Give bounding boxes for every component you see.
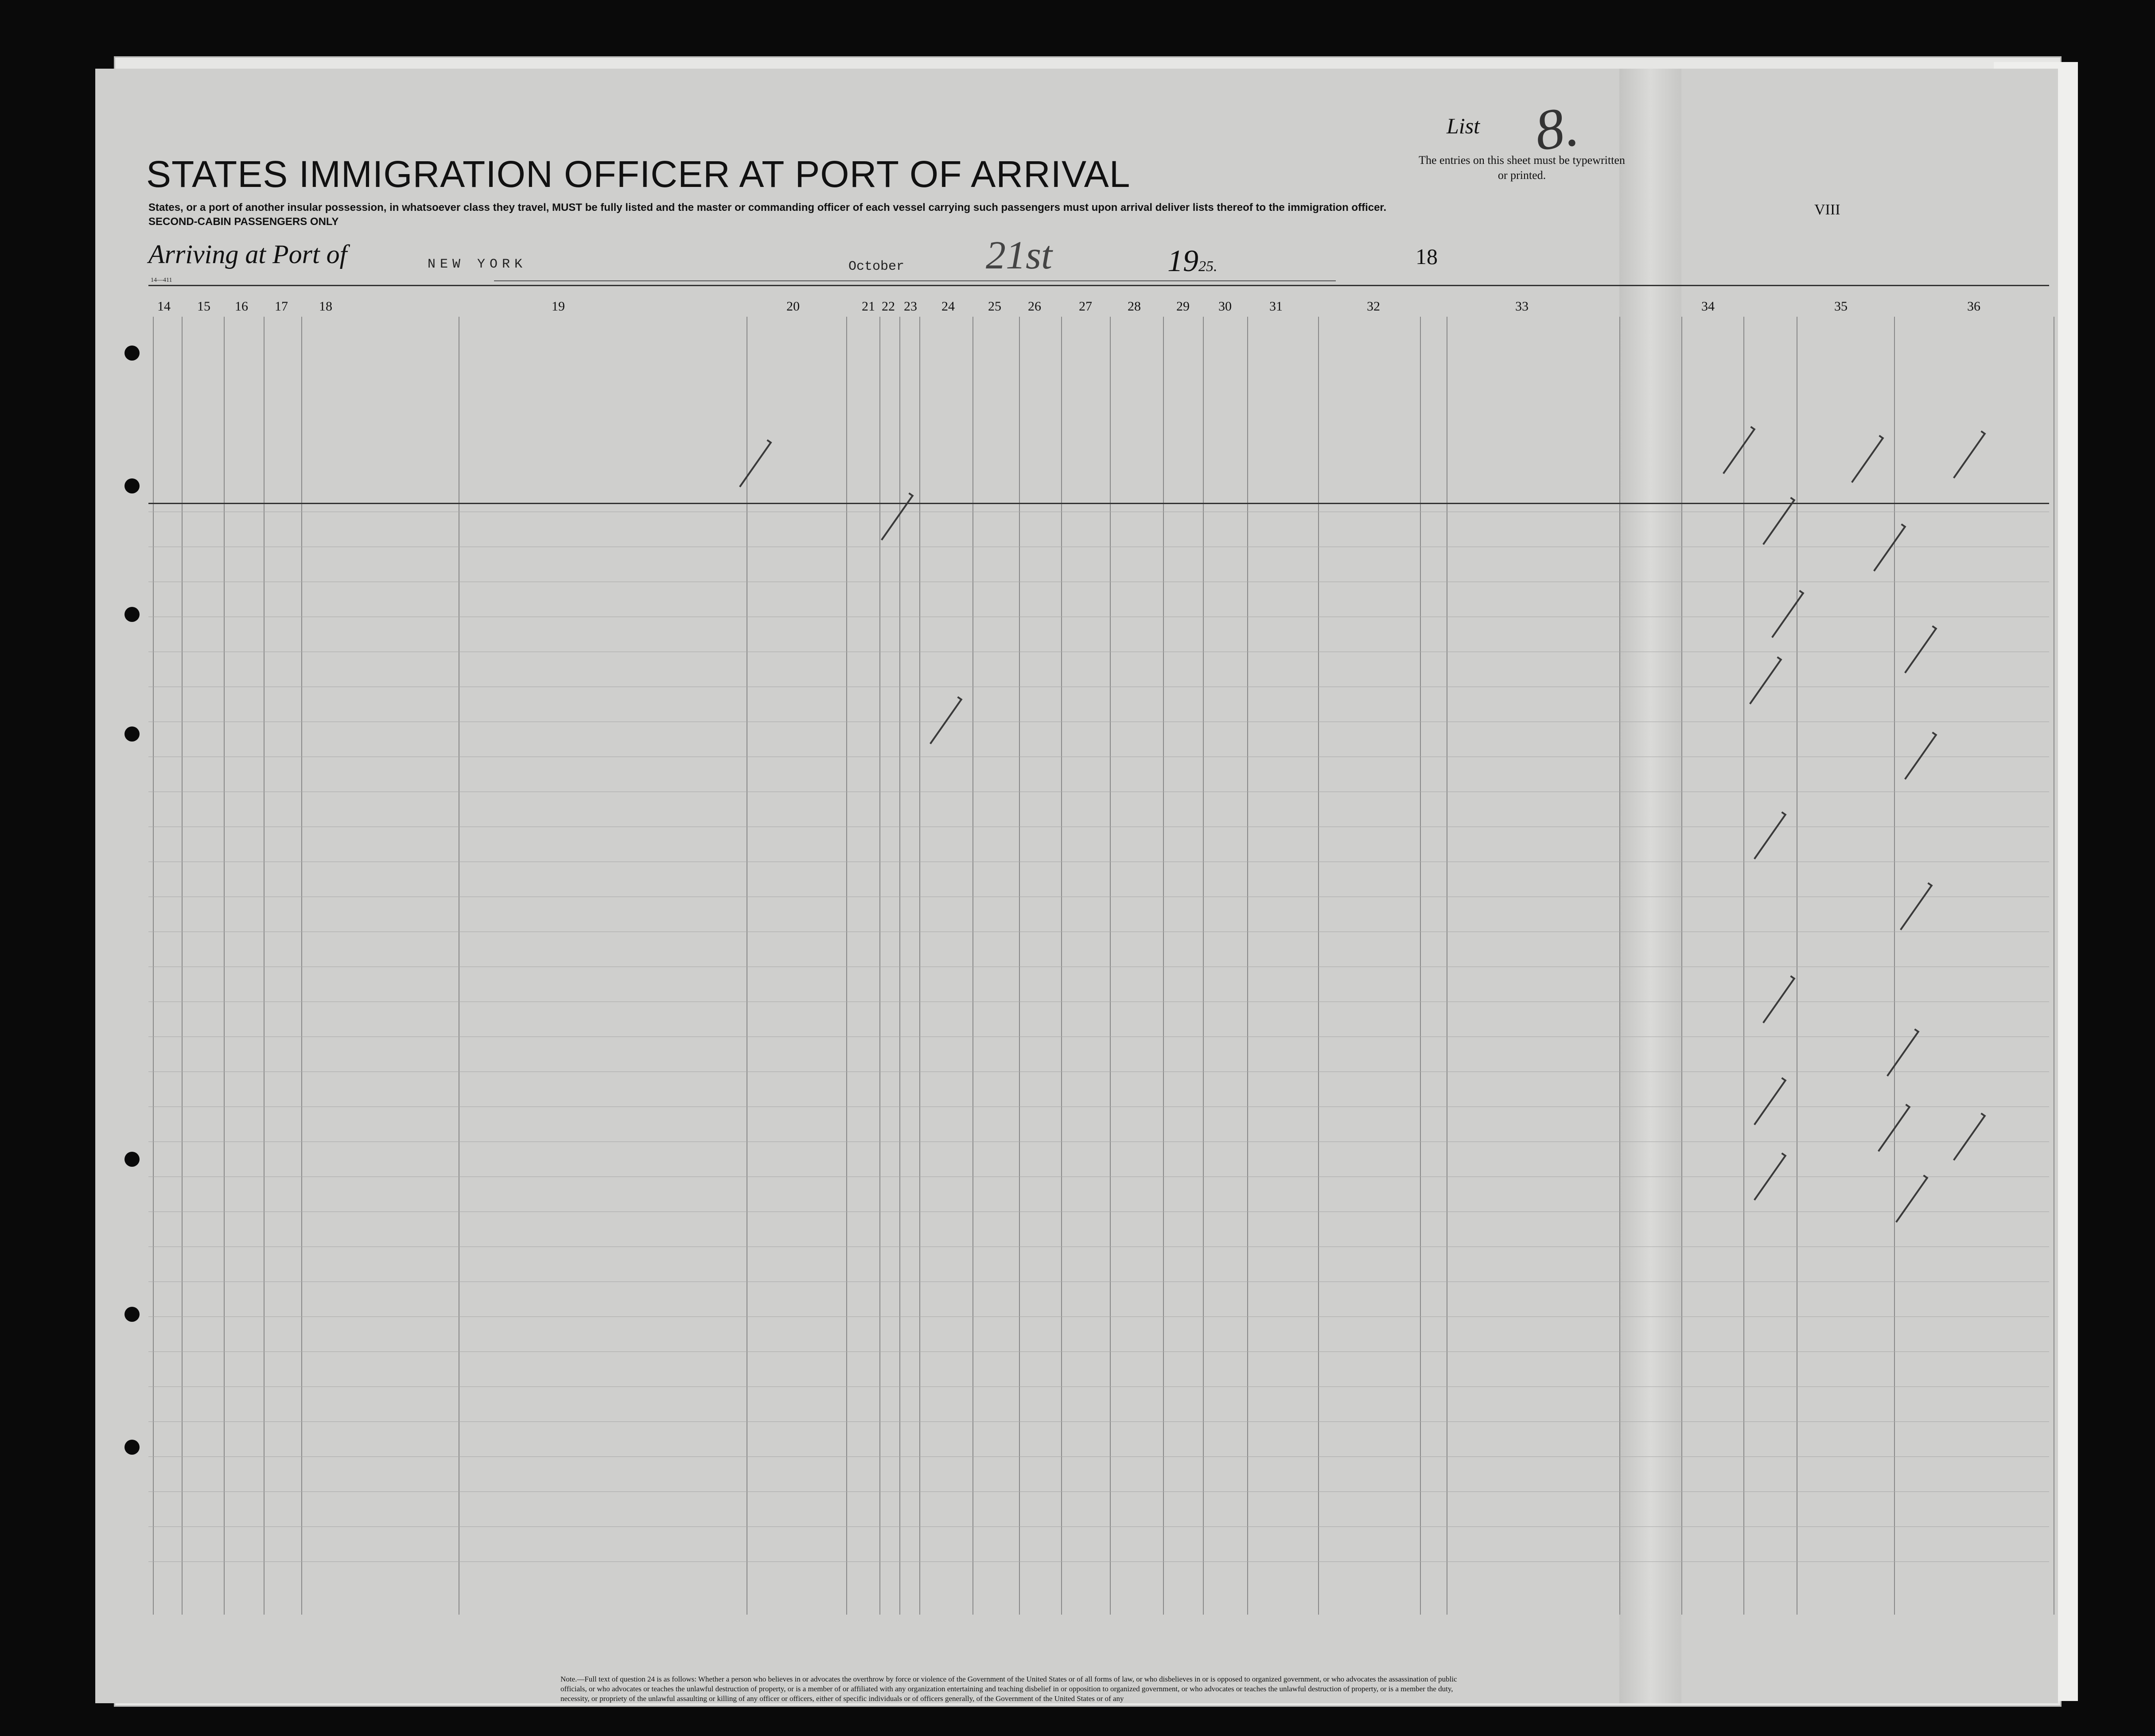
page-instructions [148,201,1566,229]
check-mark [1760,497,1796,545]
check-mark [1902,625,1937,673]
column-number: 28 [1128,299,1141,314]
arriving-label: Arriving at Port of [148,240,347,269]
page-number: 18 [1416,244,1438,269]
column-number: 21 [862,299,875,314]
row-rule [148,1526,2049,1527]
date-underline [494,280,1336,281]
list-note: The entries on this sheet must be typewritten or printed. [1419,154,1625,182]
instructions-class: SECOND-CABIN PASSENGERS ONLY [148,216,339,228]
manifest-page [95,69,2058,1703]
check-mark [1950,431,1986,478]
check-mark [1875,1104,1911,1152]
check-mark [736,439,772,487]
check-mark [1893,1175,1929,1223]
column-number: 14 [157,299,171,314]
check-mark [1769,590,1805,638]
year-prefix: 19 [1167,244,1198,278]
column-number: 36 [1967,299,1980,314]
row-rule [148,1491,2049,1492]
column-number: 34 [1701,299,1715,314]
check-mark [1848,435,1884,483]
column-number: 23 [904,299,917,314]
check-mark [1902,732,1937,780]
check-mark [1747,656,1782,704]
row-rule [148,1561,2049,1562]
row-rule [148,1386,2049,1387]
column-number: 15 [197,299,210,314]
form-code: 14—411 [151,277,172,284]
binder-hole [124,1440,140,1455]
check-mark [878,493,914,540]
instructions-line: States, or a port of another insular possession, in whatsoever class they travel, MUST be fully listed and the master or commanding officer of each vessel carrying such passengers must upon arrival deliver lists thereof to the immigration officer. [148,202,1387,214]
check-mark [1720,426,1756,474]
page-title: STATES IMMIGRATION OFFICER AT PORT OF ARRIVAL [146,153,1131,195]
header-rule [148,503,2049,504]
check-mark [1884,1029,1920,1076]
binder-hole [124,478,140,493]
column-number: 20 [786,299,800,314]
footnote: Note.—Full text of question 24 is as follows: Whether a person who believes in or advocates the overthrow by force or violence of the Government of the United States or of all forms of law, or who disbelieves in or is opposed to organized government, or who advocates the assassination of public officials, or who advocates or teaches the unlawful destruction of property, or is a member of or affiliated with any organization entertaining and teaching disbelief in or opposition to organized government, or who advocates or teaches the unlawful destruction of property, or is a member the duty, necessity, or propriety of the unlawful assaulting or killing of any officer or officers, either of specific individuals or of officers generally, of the Government of the United States or of any [560,1675,1457,1703]
check-mark [1760,975,1796,1023]
port-name: NEW YORK [428,257,527,272]
row-rule [148,1421,2049,1422]
column-number: 24 [941,299,955,314]
check-mark [1950,1113,1986,1161]
column-number: 16 [235,299,248,314]
table-top-rule [148,285,2049,286]
check-mark [1871,524,1906,571]
column-number: 35 [1834,299,1848,314]
binder-hole [124,1307,140,1322]
check-mark [1751,1077,1787,1125]
column-number: 18 [319,299,332,314]
year-suffix: 25. [1198,258,1218,275]
column-number: 26 [1028,299,1041,314]
page-fold-gutter [1619,69,1681,1703]
roman-page-number: VIII [1814,202,1840,218]
column-number: 29 [1176,299,1190,314]
arrival-year [1167,244,1218,279]
column-number: 33 [1515,299,1529,314]
column-number: 27 [1079,299,1092,314]
column-number: 25 [988,299,1001,314]
binder-hole [124,346,140,361]
binder-hole [124,726,140,742]
column-number: 22 [882,299,895,314]
column-number: 32 [1367,299,1380,314]
column-number: 31 [1269,299,1283,314]
row-rule [148,1456,2049,1457]
arrival-month: October [848,259,905,274]
arrival-day: 21st [986,233,1053,277]
list-number: 8. [1531,93,1583,163]
check-mark [1897,882,1933,930]
binder-hole [124,1152,140,1167]
list-label: List [1447,113,1480,138]
check-mark [1751,812,1787,859]
column-number: 30 [1218,299,1232,314]
binder-hole [124,607,140,622]
check-mark [927,696,963,744]
column-number: 19 [552,299,565,314]
column-number: 17 [275,299,288,314]
